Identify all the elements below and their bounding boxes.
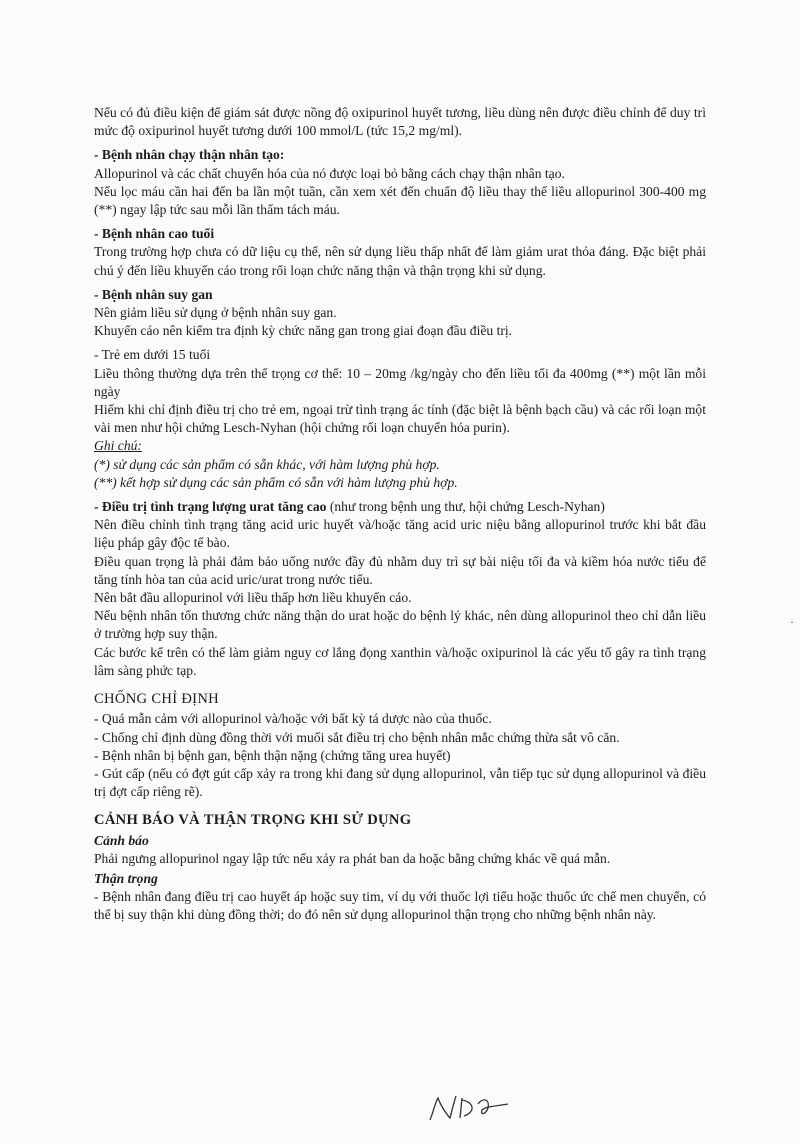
warning-label: Cảnh báo [94, 832, 149, 848]
paragraph-liver-1: Nên giảm liều sử dụng ở bệnh nhân suy gan. [94, 305, 337, 321]
paragraph-urate-5: Các bước kể trên có thể làm giảm nguy cơ lắng đọng xanthin và/hoặc oxipurinol là các yếu tố gây ra tình trạng lâm sàng phức tạp. [94, 644, 706, 678]
paragraph-oxipurinol: Nếu có đủ điều kiện để giám sát được nồng độ oxipurinol huyết tương, liều dùng nên được điều chỉnh để duy trì mức độ oxipurinol huyết tương dưới 100 mmol/L (tức 15,2 mg/ml). [94, 105, 706, 139]
paragraph-children-2: Hiếm khi chỉ định điều trị cho trẻ em, ngoại trừ tình trạng ác tính (đặc biệt là bệnh bạch cầu) và các rối loạn một vài men như hội chứng Lesch-Nyhan (hội chứng rối loạn chuyển hóa purin). [94, 402, 706, 436]
margin-mark: · [790, 615, 794, 629]
paragraph-elderly: Trong trường hợp chưa có dữ liệu cụ thể, nên sử dụng liều thấp nhất để làm giảm urat thỏa đáng. Đặc biệt phải chú ý đến liều khuyến cáo trong rối loạn chức năng thận và thận trọng khi sử dụng. [94, 244, 706, 278]
contraindication-4: - Gút cấp (nếu có đợt gút cấp xảy ra trong khi đang sử dụng allopurinol, vẫn tiếp tục sử dụng allopurinol và điều trị đợt cấp riêng rẽ). [94, 765, 706, 800]
heading-children: - Trẻ em dưới 15 tuổi [94, 347, 211, 363]
paragraph-children-1: Liều thông thường dựa trên thể trọng cơ thể: 10 – 20mg /kg/ngày cho đến liều tối đa 400mg (**) một lần mỗi ngày [94, 365, 706, 399]
contraindication-3: - Bệnh nhân bị bệnh gan, bệnh thận nặng (chứng tăng urea huyết) [94, 747, 451, 763]
heading-urate-bold: - Điều trị tình trạng lượng urat tăng cao [94, 499, 327, 515]
contraindication-2: - Chống chỉ định dùng đồng thời với muối sắt điều trị cho bệnh nhân mắc chứng thừa sắt vô căn. [94, 729, 620, 745]
paragraph-urate-1: Nên điều chỉnh tình trạng tăng acid uric huyết và/hoặc tăng acid uric niệu bằng allopurinol trước khi bắt đầu liệu pháp gây độc tế bào. [94, 517, 706, 551]
paragraph-dialysis-2: Nếu lọc máu cần hai đến ba lần một tuần, cần xem xét đến chuẩn độ liều thay thế liều allopurinol 300-400 mg (**) ngay lập tức sau mỗi lần thẩm tách máu. [94, 183, 706, 218]
paragraph-urate-4: Nếu bệnh nhân tổn thương chức năng thận do urat hoặc do bệnh lý khác, nên dùng allopurinol theo chỉ dẫn liều ở trường hợp suy thận. [94, 608, 706, 642]
document-body [94, 104, 706, 925]
heading-urate-tail: (như trong bệnh ung thư, hội chứng Lesch-Nyhan) [326, 499, 605, 515]
section-contraindications: CHỐNG CHỈ ĐỊNH [94, 691, 219, 708]
heading-urate [94, 498, 706, 516]
note-label: Ghi chú: [94, 438, 142, 454]
contraindication-1: - Quá mẫn cảm với allopurinol và/hoặc với bất kỳ tá dược nào của thuốc. [94, 711, 492, 727]
paragraph-urate-3: Nên bắt đầu allopurinol với liều thấp hơn liều khuyến cáo. [94, 590, 412, 606]
handwritten-initials [424, 1092, 514, 1126]
warning-1: Phải ngưng allopurinol ngay lập tức nếu xảy ra phát ban da hoặc bằng chứng khác về quá mẫn. [94, 850, 611, 866]
note-2: (**) kết hợp sử dụng các sản phẩm có sẵn với hàm lượng phù hợp. [94, 474, 458, 490]
note-1: (*) sử dụng các sản phẩm có sẵn khác, với hàm lượng phù hợp. [94, 456, 440, 472]
caution-1: - Bệnh nhân đang điều trị cao huyết áp hoặc suy tim, ví dụ với thuốc lợi tiểu hoặc thuốc ức chế men chuyển, có thể bị suy thận khi dùng đồng thời; do đó nên sử dụng allopurinol thận trọng cho những bệnh nhân này. [94, 889, 706, 923]
paragraph-urate-2: Điều quan trọng là phải đảm bảo uống nước đầy đủ nhằm duy trì sự bài niệu tối đa và kiềm hóa nước tiểu để tăng tính hòa tan của acid uric/urat trong nước tiểu. [94, 553, 706, 587]
paragraph-liver-2: Khuyến cáo nên kiểm tra định kỳ chức năng gan trong giai đoạn đầu điều trị. [94, 323, 513, 339]
heading-liver: - Bệnh nhân suy gan [94, 286, 213, 302]
heading-elderly: - Bệnh nhân cao tuổi [94, 226, 215, 242]
heading-dialysis: - Bệnh nhân chạy thận nhân tạo: [94, 147, 285, 163]
section-warnings: CẢNH BÁO VÀ THẬN TRỌNG KHI SỬ DỤNG [94, 812, 412, 829]
paragraph-dialysis-1: Allopurinol và các chất chuyển hóa của nó được loại bỏ bằng cách chạy thận nhân tạo. [94, 165, 565, 181]
caution-label: Thận trọng [94, 870, 158, 886]
